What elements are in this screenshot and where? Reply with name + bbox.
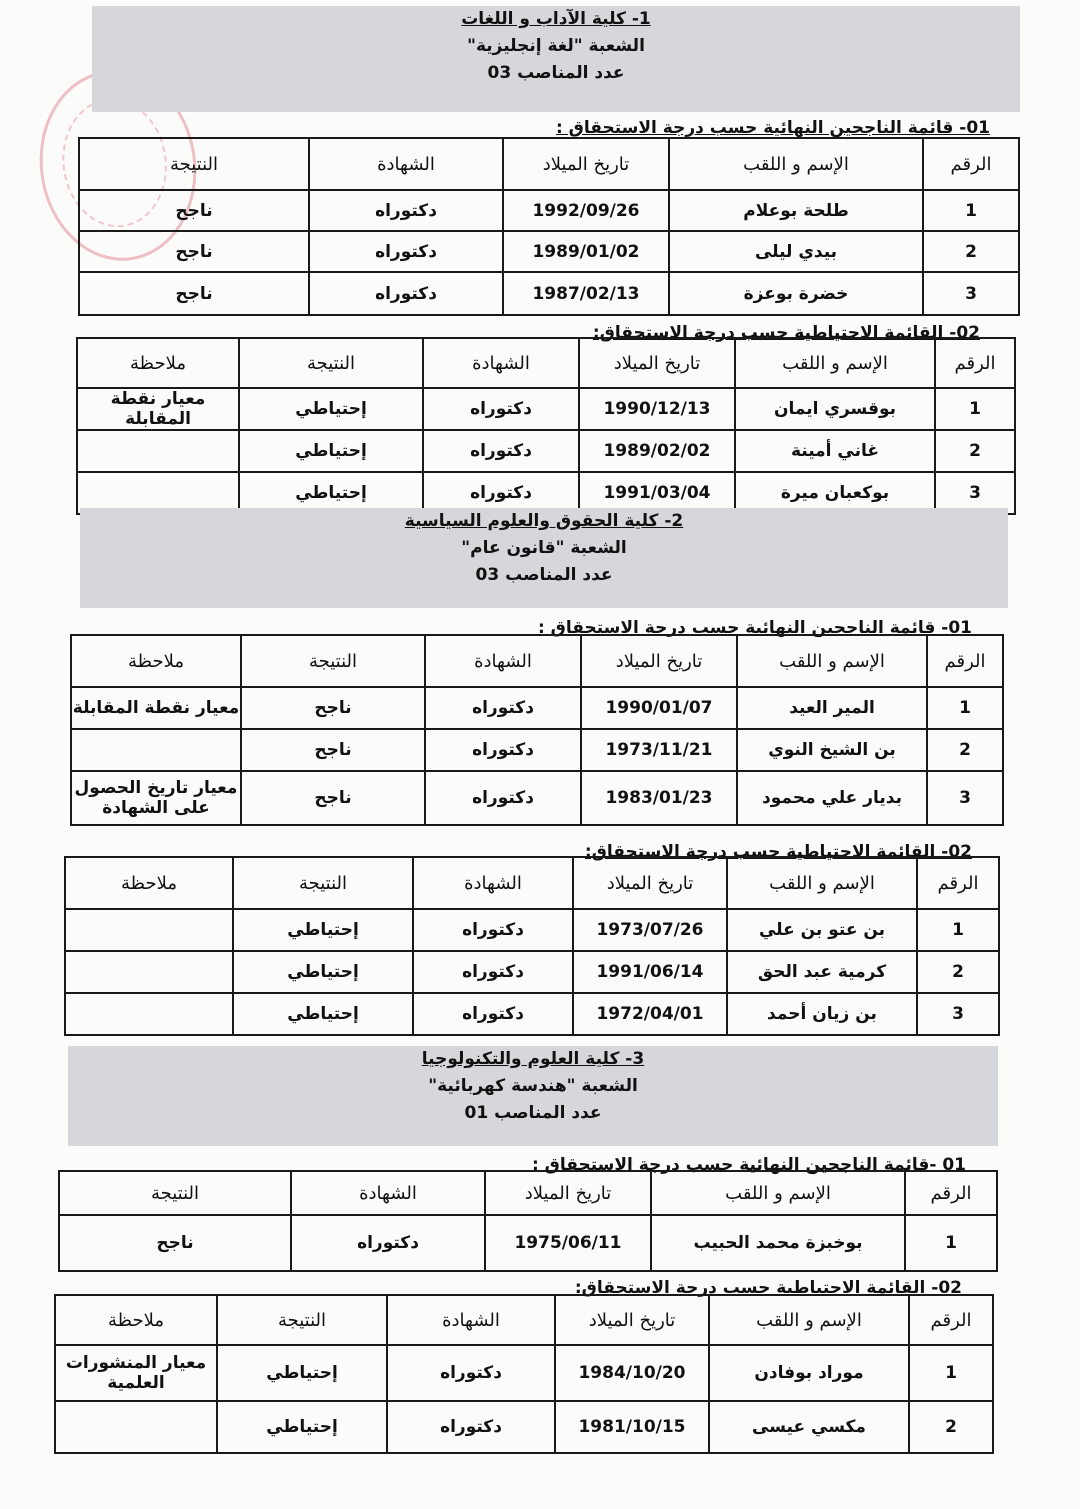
table-cell: دكتوراه	[423, 430, 579, 472]
header-cell: النتيجة	[241, 635, 425, 687]
table-cell: دكتوراه	[423, 388, 579, 430]
note-cell	[65, 909, 233, 951]
table-cell: 1991/03/04	[579, 472, 735, 514]
note-cell	[71, 729, 241, 771]
table-row	[65, 909, 999, 951]
section-3-header	[68, 1046, 998, 1146]
table-cell: 1992/09/26	[503, 190, 669, 231]
header-cell: الإسم و اللقب	[669, 138, 923, 190]
posts-count: عدد المناصب 01	[464, 1103, 602, 1123]
posts-count: عدد المناصب 03	[475, 565, 613, 585]
table-cell: موراد بوفادن	[709, 1345, 909, 1401]
header-cell: تاريخ الميلاد	[485, 1171, 651, 1215]
table-cell: إحتياطي	[233, 951, 413, 993]
note-cell: معيار نقطة المقابلة	[71, 687, 241, 729]
branch-title: الشعبة "قانون عام"	[461, 538, 627, 558]
table-cell: دكتوراه	[309, 231, 503, 272]
table-cell: بن الشيخ النوي	[737, 729, 927, 771]
table-row	[77, 388, 1015, 430]
note-cell	[65, 951, 233, 993]
table-cell: إحتياطي	[217, 1401, 387, 1453]
table-cell: دكتوراه	[425, 771, 581, 825]
header-cell: الرقم	[905, 1171, 997, 1215]
table-cell: 3	[923, 272, 1019, 315]
header-cell: ملاحظة	[71, 635, 241, 687]
table-cell: دكتوراه	[387, 1345, 555, 1401]
table-cell: بديار علي محمود	[737, 771, 927, 825]
table-row	[71, 729, 1003, 771]
header-cell: الشهادة	[425, 635, 581, 687]
header-cell: تاريخ الميلاد	[555, 1295, 709, 1345]
table-row	[59, 1215, 997, 1271]
header-cell: تاريخ الميلاد	[503, 138, 669, 190]
header-cell: ملاحظة	[65, 857, 233, 909]
table-cell: دكتوراه	[309, 190, 503, 231]
table-cell: إحتياطي	[217, 1345, 387, 1401]
table-row	[55, 1401, 993, 1453]
table-cell: دكتوراه	[413, 993, 573, 1035]
table-cell: 1	[927, 687, 1003, 729]
table-cell: بوخبزة محمد الحبيب	[651, 1215, 905, 1271]
note-cell	[65, 993, 233, 1035]
header-cell: ملاحظة	[77, 338, 239, 388]
table-cell: 1990/01/07	[581, 687, 737, 729]
header-cell: النتيجة	[239, 338, 423, 388]
note-cell: معيار تاريخ الحصول على الشهادة	[71, 771, 241, 825]
header-cell: الإسم و اللقب	[735, 338, 935, 388]
section-1-header	[92, 6, 1020, 112]
list-caption: 01- قائمة الناجحين النهائية حسب درجة الاستحقاق :	[555, 118, 990, 138]
header-cell: الرقم	[927, 635, 1003, 687]
list-caption: 02- القائمة الاحتياطية حسب درجة الاستحقاق:	[574, 1278, 962, 1298]
note-cell: معيار المنشورات العلمية	[55, 1345, 217, 1401]
table-row	[55, 1345, 993, 1401]
table-cell: دكتوراه	[413, 909, 573, 951]
table-cell: بوقسري ايمان	[735, 388, 935, 430]
table-cell: دكتوراه	[291, 1215, 485, 1271]
table-cell: مكسي عيسى	[709, 1401, 909, 1453]
table-cell: ناجح	[241, 729, 425, 771]
table-cell: إحتياطي	[233, 909, 413, 951]
table-cell: دكتوراه	[387, 1401, 555, 1453]
table-cell: 2	[923, 231, 1019, 272]
table-cell: بيدي ليلى	[669, 231, 923, 272]
table-cell: 1973/11/21	[581, 729, 737, 771]
table-row	[71, 771, 1003, 825]
table-cell: 1	[923, 190, 1019, 231]
table-cell: دكتوراه	[425, 687, 581, 729]
table-cell: بن عتو بن علي	[727, 909, 917, 951]
table-cell: 2	[917, 951, 999, 993]
table-cell: 1973/07/26	[573, 909, 727, 951]
table-cell: إحتياطي	[239, 430, 423, 472]
table-cell: 1981/10/15	[555, 1401, 709, 1453]
table-cell: 1989/02/02	[579, 430, 735, 472]
table-cell: ناجح	[79, 190, 309, 231]
table-cell: كرمية عبد الحق	[727, 951, 917, 993]
header-cell: الإسم و اللقب	[651, 1171, 905, 1215]
header-cell: الشهادة	[423, 338, 579, 388]
table-row	[79, 272, 1019, 315]
header-cell: النتيجة	[217, 1295, 387, 1345]
list-caption: 01 -قائمة الناجحين النهائية حسب درجة الاستحقاق :	[531, 1155, 966, 1175]
table-row	[79, 231, 1019, 272]
reserve-table	[54, 1294, 994, 1454]
branch-title: الشعبة "هندسة كهربائية"	[428, 1076, 638, 1096]
table-cell: 1984/10/20	[555, 1345, 709, 1401]
table-cell: ناجح	[79, 272, 309, 315]
table-cell: ناجح	[59, 1215, 291, 1271]
note-cell	[55, 1401, 217, 1453]
table-cell: ناجح	[241, 771, 425, 825]
table-cell: 1989/01/02	[503, 231, 669, 272]
table-cell: ناجح	[241, 687, 425, 729]
header-cell: الشهادة	[291, 1171, 485, 1215]
table-cell: إحتياطي	[239, 388, 423, 430]
winners-table	[78, 137, 1020, 316]
reserve-table	[76, 337, 1016, 515]
header-cell: الإسم و اللقب	[737, 635, 927, 687]
note-cell: معيار نقطة المقابلة	[77, 388, 239, 430]
section-2-header	[80, 508, 1008, 608]
table-cell: ناجح	[79, 231, 309, 272]
table-cell: خضرة بوعزة	[669, 272, 923, 315]
winners-table	[58, 1170, 998, 1272]
posts-count: عدد المناصب 03	[487, 63, 625, 83]
table-cell: بن زيان أحمد	[727, 993, 917, 1035]
table-cell: إحتياطي	[239, 472, 423, 514]
header-cell: الإسم و اللقب	[727, 857, 917, 909]
table-cell: بوكعبان ميرة	[735, 472, 935, 514]
table-cell: 1972/04/01	[573, 993, 727, 1035]
header-cell: النتيجة	[59, 1171, 291, 1215]
header-cell: الرقم	[935, 338, 1015, 388]
table-row	[65, 951, 999, 993]
table-cell: 1983/01/23	[581, 771, 737, 825]
table-cell: 1987/02/13	[503, 272, 669, 315]
table-cell: 1	[909, 1345, 993, 1401]
table-cell: دكتوراه	[309, 272, 503, 315]
table-cell: إحتياطي	[233, 993, 413, 1035]
table-cell: 1	[905, 1215, 997, 1271]
table-cell: 2	[935, 430, 1015, 472]
table-cell: غاني أمينة	[735, 430, 935, 472]
table-cell: 1991/06/14	[573, 951, 727, 993]
table-row	[77, 430, 1015, 472]
header-cell: الشهادة	[309, 138, 503, 190]
header-cell: الرقم	[909, 1295, 993, 1345]
table-row	[71, 687, 1003, 729]
header-cell: الشهادة	[413, 857, 573, 909]
list-caption: 01- قائمة الناجحين النهائية حسب درجة الاستحقاق :	[537, 618, 972, 638]
header-cell: الرقم	[917, 857, 999, 909]
table-cell: 3	[935, 472, 1015, 514]
table-cell: 2	[927, 729, 1003, 771]
note-cell	[77, 430, 239, 472]
table-cell: دكتوراه	[423, 472, 579, 514]
table-cell: دكتوراه	[413, 951, 573, 993]
faculty-title: 3- كلية العلوم والتكنولوجيا	[421, 1049, 645, 1069]
table-cell: طلحة بوعلام	[669, 190, 923, 231]
header-cell: ملاحظة	[55, 1295, 217, 1345]
table-cell: دكتوراه	[425, 729, 581, 771]
header-cell: الرقم	[923, 138, 1019, 190]
table-row	[79, 190, 1019, 231]
header-cell: النتيجة	[233, 857, 413, 909]
header-cell: الشهادة	[387, 1295, 555, 1345]
table-cell: 3	[917, 993, 999, 1035]
header-cell: تاريخ الميلاد	[579, 338, 735, 388]
table-cell: 2	[909, 1401, 993, 1453]
header-cell: الإسم و اللقب	[709, 1295, 909, 1345]
branch-title: الشعبة "لغة إنجليزية"	[467, 36, 645, 56]
winners-table	[70, 634, 1004, 826]
table-row	[65, 993, 999, 1035]
table-cell: 1	[917, 909, 999, 951]
faculty-title: 1- كلية الآداب و اللغات	[461, 9, 651, 29]
table-cell: 3	[927, 771, 1003, 825]
table-cell: 1990/12/13	[579, 388, 735, 430]
header-cell: تاريخ الميلاد	[573, 857, 727, 909]
table-cell: المير العيد	[737, 687, 927, 729]
faculty-title: 2- كلية الحقوق والعلوم السياسية	[404, 511, 684, 531]
list-caption: 02- القائمة الاحتياطية حسب درجة الاستحقاق:	[592, 323, 980, 343]
table-cell: 1975/06/11	[485, 1215, 651, 1271]
list-caption: 02- القائمة الاحتياطية حسب درجة الاستحقاق:	[584, 842, 972, 862]
table-cell: 1	[935, 388, 1015, 430]
header-cell: تاريخ الميلاد	[581, 635, 737, 687]
reserve-table	[64, 856, 1000, 1036]
header-cell: النتيجة	[79, 138, 309, 190]
